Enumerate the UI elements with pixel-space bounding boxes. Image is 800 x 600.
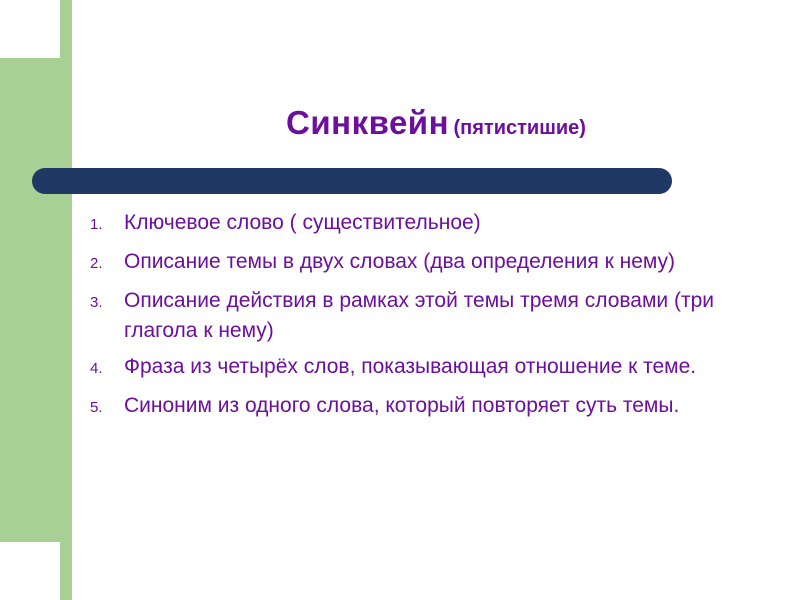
list-item-number: 1. [90, 216, 103, 233]
title-main-text: Синквейн [286, 104, 450, 141]
list-item-number: 3. [90, 294, 103, 311]
list-item [86, 352, 766, 385]
list-item [86, 391, 766, 424]
title-sub-text: (пятистишие) [453, 117, 586, 139]
list-item [86, 247, 766, 280]
list-item-text: Синоним из одного слова, который повторяет суть темы. [124, 394, 680, 417]
list-item-text: Фраза из четырёх слов, показывающая отношение к теме. [124, 355, 697, 378]
list-item-text: Ключевое слово ( существительное) [124, 211, 481, 234]
list-item-text: Описание темы в двух словах (два определения к нему) [124, 250, 676, 273]
list-item-number: 4. [90, 360, 103, 377]
left-green-band [0, 0, 72, 600]
title-underline-bar [32, 168, 672, 194]
slide-title [72, 104, 800, 142]
list-item-text: Описание действия в рамках этой темы тремя словами (три глагола к нему) [124, 289, 714, 342]
numbered-list [86, 208, 766, 430]
list-item-number: 2. [90, 255, 103, 272]
list-item [86, 208, 766, 241]
bottom-left-white-notch [0, 542, 60, 600]
list-item [86, 286, 766, 346]
top-left-white-notch [0, 0, 60, 58]
list-item-number: 5. [90, 399, 103, 416]
